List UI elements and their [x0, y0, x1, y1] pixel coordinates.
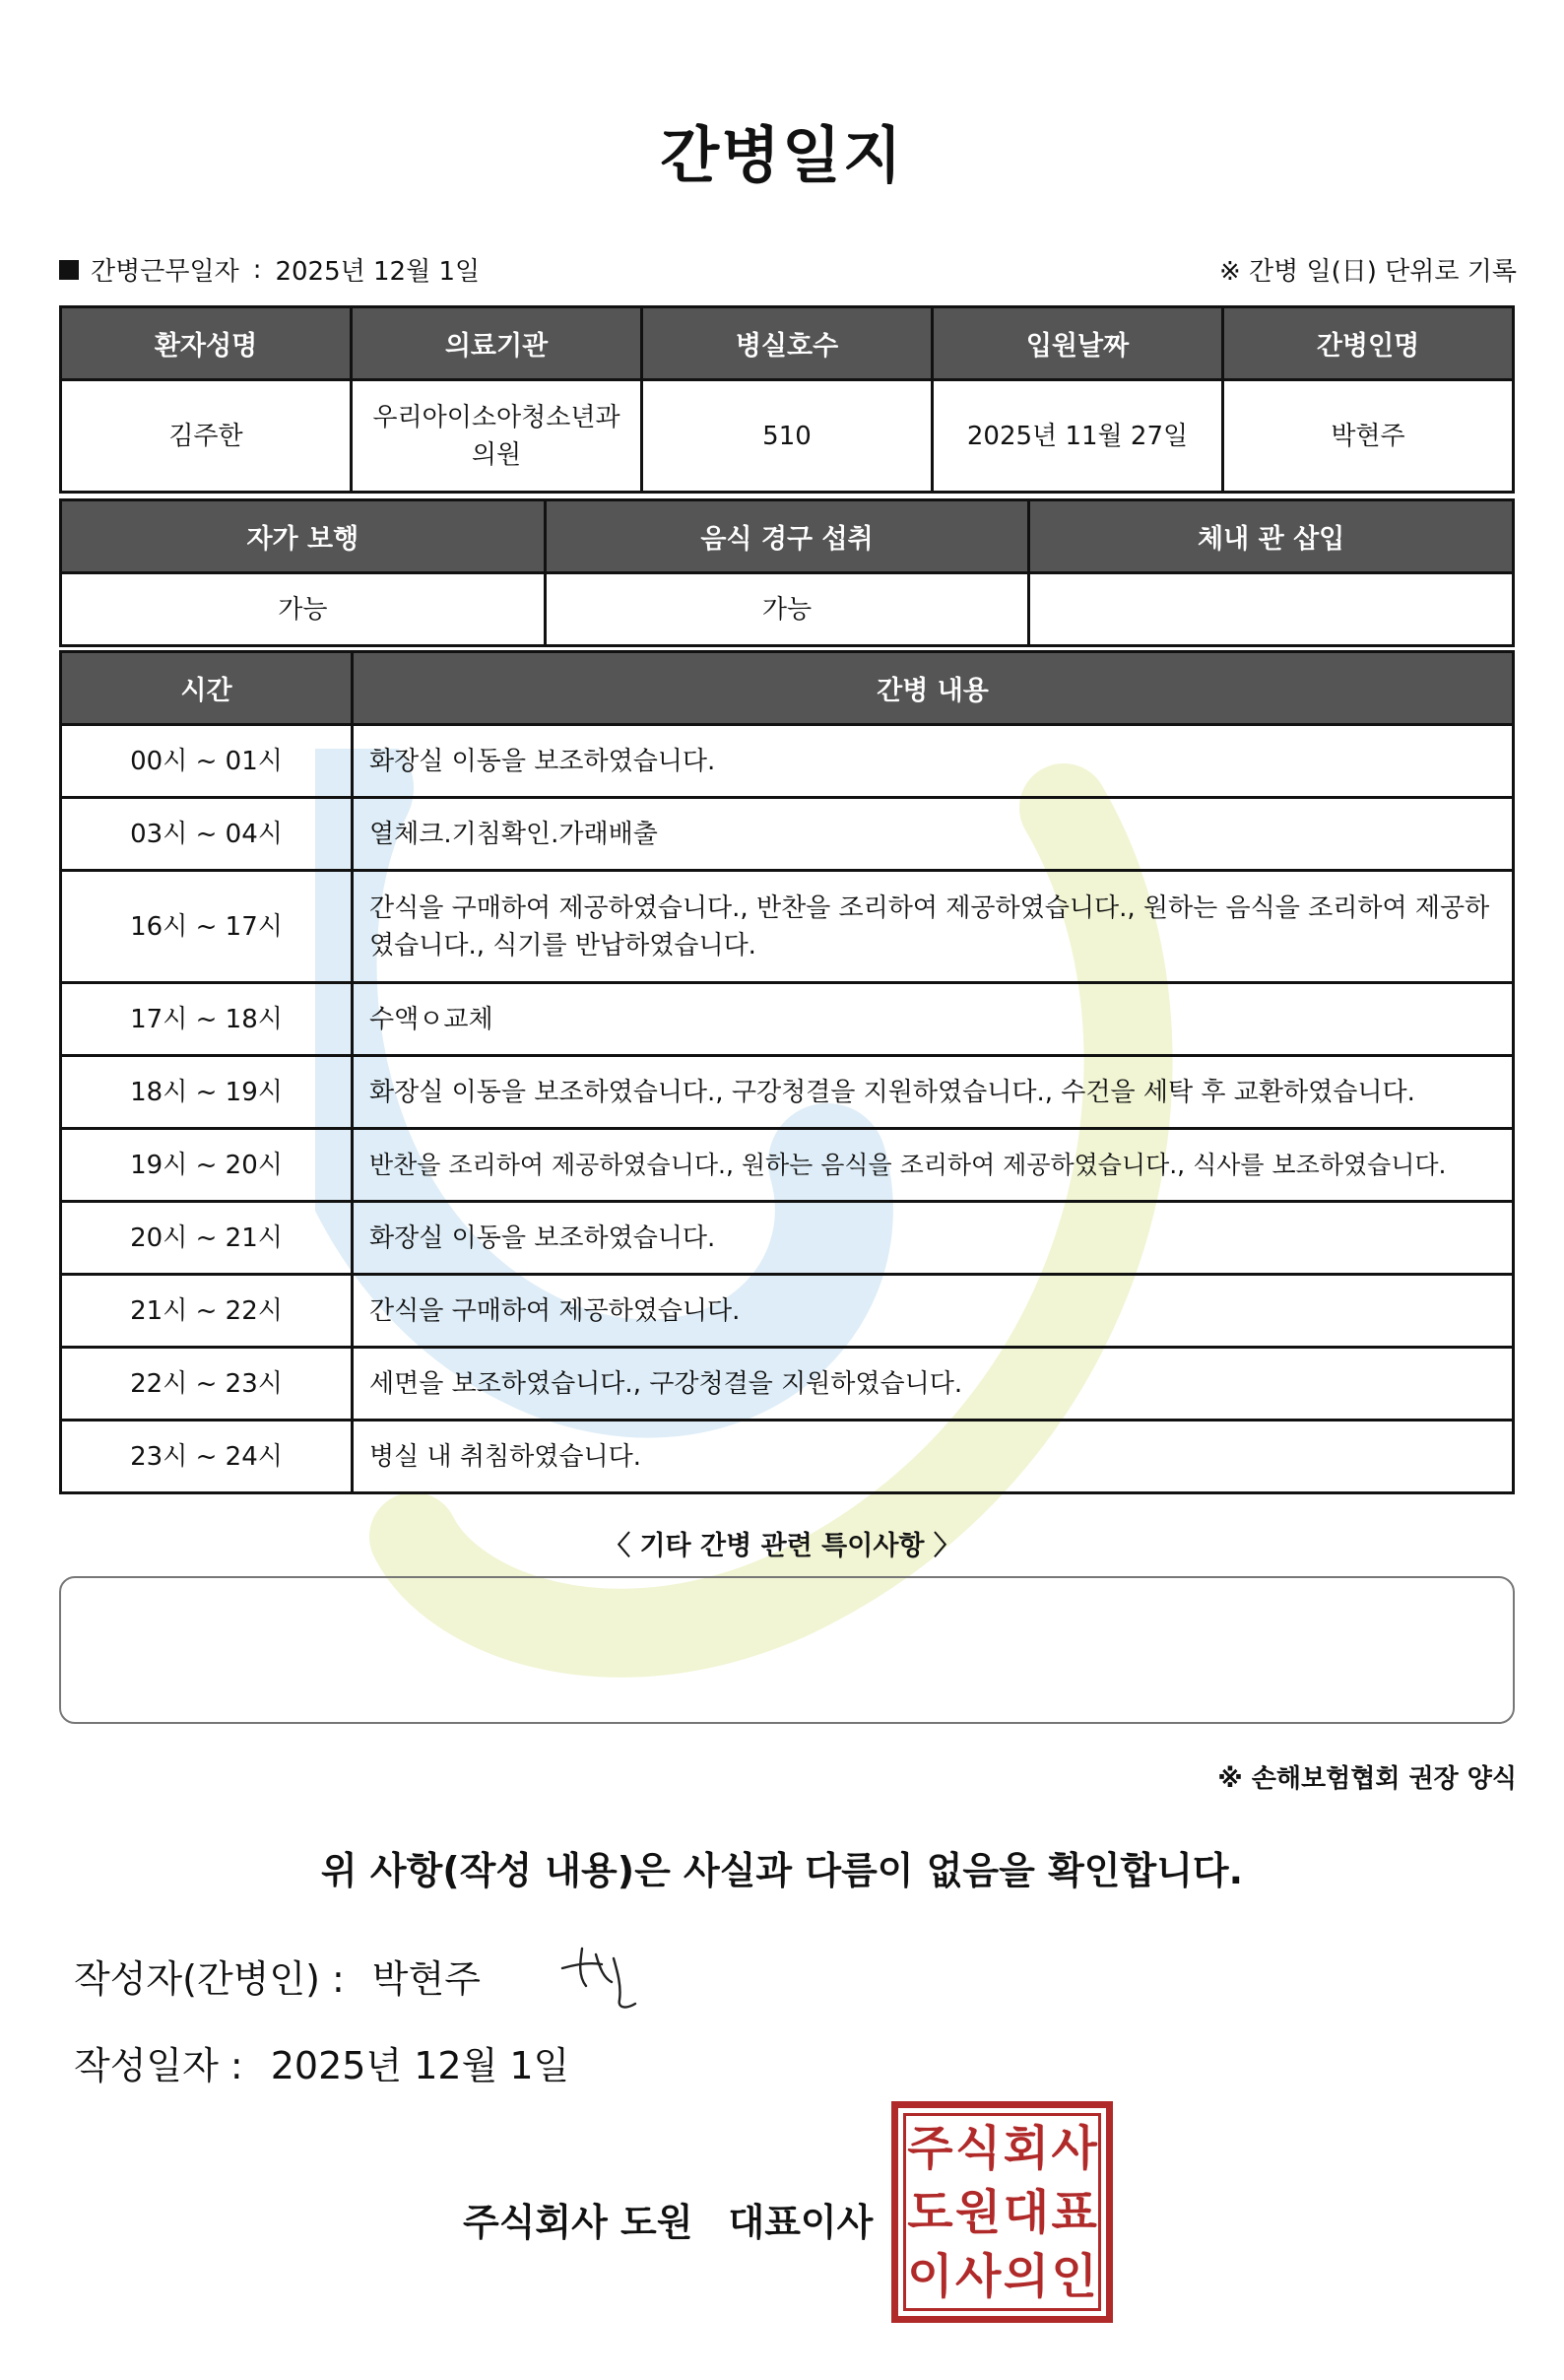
seal-char: 대	[1003, 2184, 1050, 2240]
time-cell: 03시 ~ 04시	[61, 798, 353, 871]
writer-label: 작성자(간병인) :	[74, 1957, 345, 2001]
seal-char: 인	[1051, 2248, 1097, 2304]
status-value-row	[61, 573, 1514, 646]
caregiver-name: 박현주	[1223, 380, 1514, 493]
time-cell: 23시 ~ 24시	[61, 1421, 353, 1493]
written-date-label: 작성일자 :	[74, 2044, 243, 2087]
time-cell: 20시 ~ 21시	[61, 1202, 353, 1275]
seal-char: 사	[1051, 2120, 1097, 2176]
seal-char: 식	[954, 2120, 1002, 2176]
bullet-square-icon	[59, 260, 79, 280]
seal-grid	[903, 2113, 1101, 2311]
table-row	[61, 983, 1514, 1056]
table-row	[61, 1202, 1514, 1275]
work-date-value: 2025년 12월 1일	[275, 257, 481, 287]
work-date-line	[59, 251, 480, 288]
written-date-line	[74, 2035, 569, 2089]
content-cell: 반찬을 조리하여 제공하였습니다., 원하는 음식을 조리하여 제공하였습니다., 식사를 보조하였습니다.	[353, 1129, 1514, 1202]
content-cell: 세면을 보조하였습니다., 구강청결을 지원하였습니다.	[353, 1348, 1514, 1421]
seal-char: 원	[954, 2184, 1002, 2240]
content-cell: 수액ㅇ교체	[353, 983, 1514, 1056]
header-admission-date: 입원날짜	[933, 307, 1223, 380]
content-cell: 간식을 구매하여 제공하였습니다., 반찬을 조리하여 제공하였습니다., 원하는 음식을 조리하여 제공하였습니다., 식기를 반납하였습니다.	[353, 871, 1514, 983]
special-notes-title: 〈 기타 간병 관련 특이사항 〉	[604, 1531, 960, 1561]
table-row	[61, 798, 1514, 871]
patient-info-table	[59, 305, 1515, 494]
table-row	[61, 1275, 1514, 1348]
content-cell: 화장실 이동을 보조하였습니다., 구강청결을 지원하였습니다., 수건을 세탁 후 교환하였습니다.	[353, 1056, 1514, 1129]
patient-status-table	[59, 498, 1515, 647]
time-cell: 00시 ~ 01시	[61, 725, 353, 798]
institution-name: 우리아이소아청소년과의원	[352, 380, 642, 493]
table-row	[61, 1421, 1514, 1493]
time-cell: 21시 ~ 22시	[61, 1275, 353, 1348]
header-patient-name: 환자성명	[61, 307, 352, 380]
seal-char: 도	[907, 2184, 953, 2240]
seal-char: 의	[1003, 2248, 1050, 2304]
time-cell: 19시 ~ 20시	[61, 1129, 353, 1202]
handwritten-signature	[556, 1939, 665, 2017]
work-date-separator: :	[252, 254, 262, 285]
writer-line	[74, 1949, 481, 2003]
header-institution: 의료기관	[352, 307, 642, 380]
seal-char: 표	[1051, 2184, 1097, 2240]
work-date-label: 간병근무일자	[91, 257, 239, 287]
header-time: 시간	[61, 652, 353, 725]
care-log-table	[59, 650, 1515, 1494]
written-date-value: 2025년 12월 1일	[270, 2044, 570, 2087]
table-row	[61, 725, 1514, 798]
company-name: 주식회사 도원	[463, 2201, 693, 2244]
time-cell: 22시 ~ 23시	[61, 1348, 353, 1421]
table-row	[61, 1129, 1514, 1202]
seal-char: 회	[1003, 2120, 1050, 2176]
time-cell: 18시 ~ 19시	[61, 1056, 353, 1129]
content-cell: 화장실 이동을 보조하였습니다.	[353, 1202, 1514, 1275]
admission-date: 2025년 11월 27일	[933, 380, 1223, 493]
confirmation-statement: 위 사항(작성 내용)은 사실과 다름이 없음을 확인합니다.	[320, 1849, 1244, 1892]
seal-char: 주	[907, 2120, 953, 2176]
seal-char: 이	[907, 2248, 953, 2304]
representative-title: 대표이사	[728, 2201, 874, 2244]
time-cell: 17시 ~ 18시	[61, 983, 353, 1056]
recommend-form-note: ※ 손해보험협회 권장 양식	[1217, 1764, 1517, 1794]
header-tube-insertion: 체내 관 삽입	[1029, 500, 1514, 573]
page-title: 간병일지	[660, 119, 904, 191]
self-walking-value: 가능	[61, 573, 546, 646]
room-number: 510	[642, 380, 933, 493]
header-self-walking: 자가 보행	[61, 500, 546, 573]
time-cell: 16시 ~ 17시	[61, 871, 353, 983]
tube-insertion-value	[1029, 573, 1514, 646]
content-cell: 화장실 이동을 보조하였습니다.	[353, 725, 1514, 798]
content-cell: 간식을 구매하여 제공하였습니다.	[353, 1275, 1514, 1348]
status-header-row	[61, 500, 1514, 573]
record-unit-note: ※ 간병 일(日) 단위로 기록	[1218, 257, 1517, 287]
header-room-number: 병실호수	[642, 307, 933, 380]
header-caregiver-name: 간병인명	[1223, 307, 1514, 380]
company-signature-line	[463, 2192, 873, 2246]
writer-name: 박현주	[371, 1957, 481, 2001]
special-notes-box	[59, 1576, 1515, 1724]
content-cell: 열체크.기침확인.가래배출	[353, 798, 1514, 871]
header-oral-intake: 음식 경구 섭취	[545, 500, 1029, 573]
oral-intake-value: 가능	[545, 573, 1029, 646]
seal-char: 사	[954, 2248, 1002, 2304]
table-row	[61, 871, 1514, 983]
table-row	[61, 1348, 1514, 1421]
table-row	[61, 1056, 1514, 1129]
company-seal-stamp	[891, 2101, 1113, 2323]
patient-info-header-row	[61, 307, 1514, 380]
care-log-header-row	[61, 652, 1514, 725]
patient-info-value-row	[61, 380, 1514, 493]
patient-name: 김주한	[61, 380, 352, 493]
content-cell: 병실 내 취침하였습니다.	[353, 1421, 1514, 1493]
header-care-content: 간병 내용	[353, 652, 1514, 725]
